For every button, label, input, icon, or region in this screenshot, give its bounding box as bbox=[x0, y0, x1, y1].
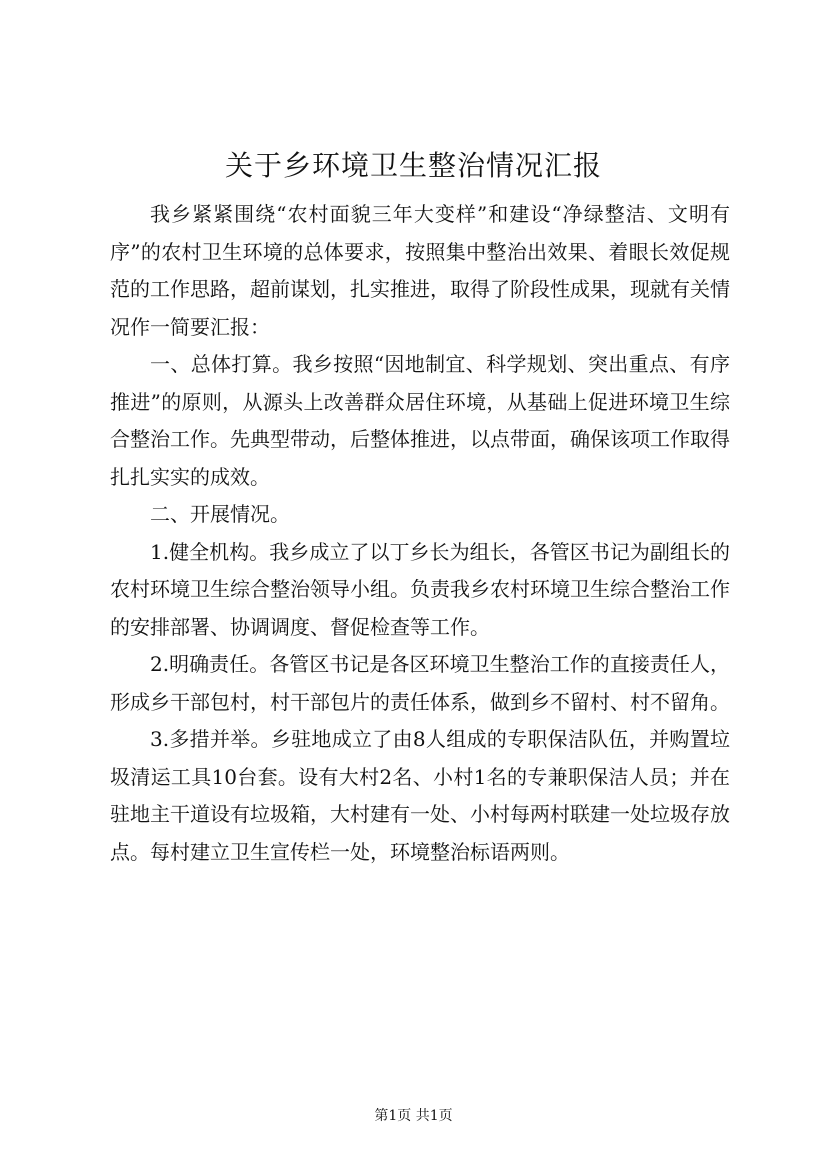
paragraph-organization: 1.健全机构。我乡成立了以丁乡长为组长，各管区书记为副组长的农村环境卫生综合整治领导小组。负责我乡农村环境卫生综合整治工作的安排部署、协调调度、督促检查等工作。 bbox=[110, 539, 730, 639]
paragraph-overall-plan: 一、总体打算。我乡按照“因地制宜、科学规划、突出重点、有序推进”的原则，从源头上改善群众居住环境，从基础上促进环境卫生综合整治工作。先典型带动，后整体推进，以点带面，确保该项工作取得扎扎实实的成效。 bbox=[110, 352, 730, 489]
page-number-footer: 第1页 共1页 bbox=[374, 1108, 453, 1124]
document-body bbox=[110, 196, 730, 871]
paragraph-intro: 我乡紧紧围绕“农村面貌三年大变样”和建设“净绿整洁、文明有序”的农村卫生环境的总体要求，按照集中整治出效果、着眼长效促规范的工作思路，超前谋划，扎实推进，取得了阶段性成果，现就有关情况作一简要汇报： bbox=[110, 202, 730, 339]
paragraph-progress-heading: 二、开展情况。 bbox=[150, 502, 290, 526]
paragraph-measures: 3.多措并举。乡驻地成立了由8人组成的专职保洁队伍，并购置垃圾清运工具10台套。设有大村2名、小村1名的专兼职保洁人员；并在驻地主干道设有垃圾箱，大村建有一处、小村每两村联建一处垃圾存放点。每村建立卫生宣传栏一处，环境整治标语两则。 bbox=[110, 727, 730, 864]
document-title: 关于乡环境卫生整治情况汇报 bbox=[224, 149, 602, 182]
paragraph-responsibility: 2.明确责任。各管区书记是各区环境卫生整治工作的直接责任人，形成乡干部包村，村干部包片的责任体系，做到乡不留村、村不留角。 bbox=[110, 652, 730, 714]
